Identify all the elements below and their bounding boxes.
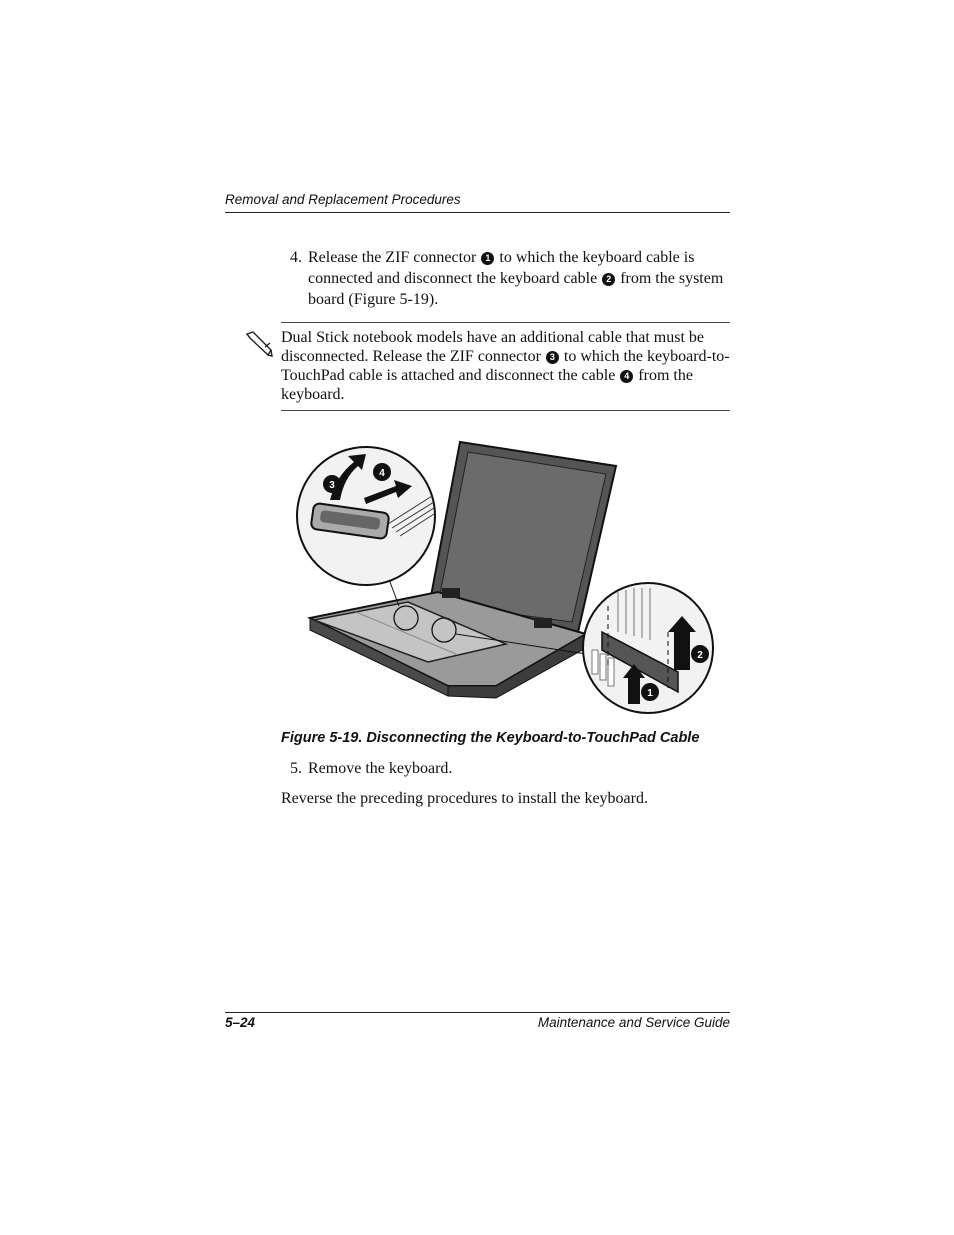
page-number: 5–24 <box>225 1015 256 1030</box>
closing-paragraph: Reverse the preceding procedures to install the keyboard. <box>281 790 648 807</box>
callout-1-icon: 1 <box>481 252 494 265</box>
pencil-note-icon <box>244 330 274 358</box>
step-text-part: Release the ZIF connector <box>308 249 477 266</box>
callout-4-label: 4 <box>379 468 385 479</box>
callout-2-label: 2 <box>697 650 703 661</box>
step-number: 4. <box>290 249 302 266</box>
step-number: 5. <box>290 760 302 777</box>
header-rule <box>225 212 730 213</box>
callout-1-label: 1 <box>647 688 653 699</box>
note-rule-bottom <box>281 410 730 411</box>
step-text-part: to which the keyboard cable is connected and disconnect the keyboard cable <box>308 249 695 287</box>
running-header: Removal and Replacement Procedures <box>225 192 461 207</box>
callout-3-label: 3 <box>329 480 335 491</box>
step-text-part: from the system board (Figure 5-19). <box>308 270 724 308</box>
callout-4-icon: 4 <box>620 370 633 383</box>
note-text-part: Dual Stick notebook models have an additional cable that must be disconnected. Release the ZIF connector <box>281 329 705 365</box>
keyboard-cable-illustration <box>296 436 716 716</box>
step-4 <box>290 247 730 310</box>
note-text <box>281 328 730 404</box>
step-5 <box>290 758 730 779</box>
footer-guide-title: Maintenance and Service Guide <box>537 1015 730 1030</box>
figure-caption: Figure 5-19. Disconnecting the Keyboard-to-TouchPad Cable <box>281 730 700 746</box>
footer-rule <box>225 1012 730 1013</box>
note-text-part: to which the keyboard-to-TouchPad cable is attached and disconnect the cable <box>281 348 730 384</box>
note-rule-top <box>281 322 730 323</box>
callout-3-icon: 3 <box>546 351 559 364</box>
step-text <box>308 247 730 310</box>
callout-2-icon: 2 <box>602 273 615 286</box>
note-text-part: from the keyboard. <box>281 367 693 403</box>
step-text: Remove the keyboard. <box>308 760 453 777</box>
